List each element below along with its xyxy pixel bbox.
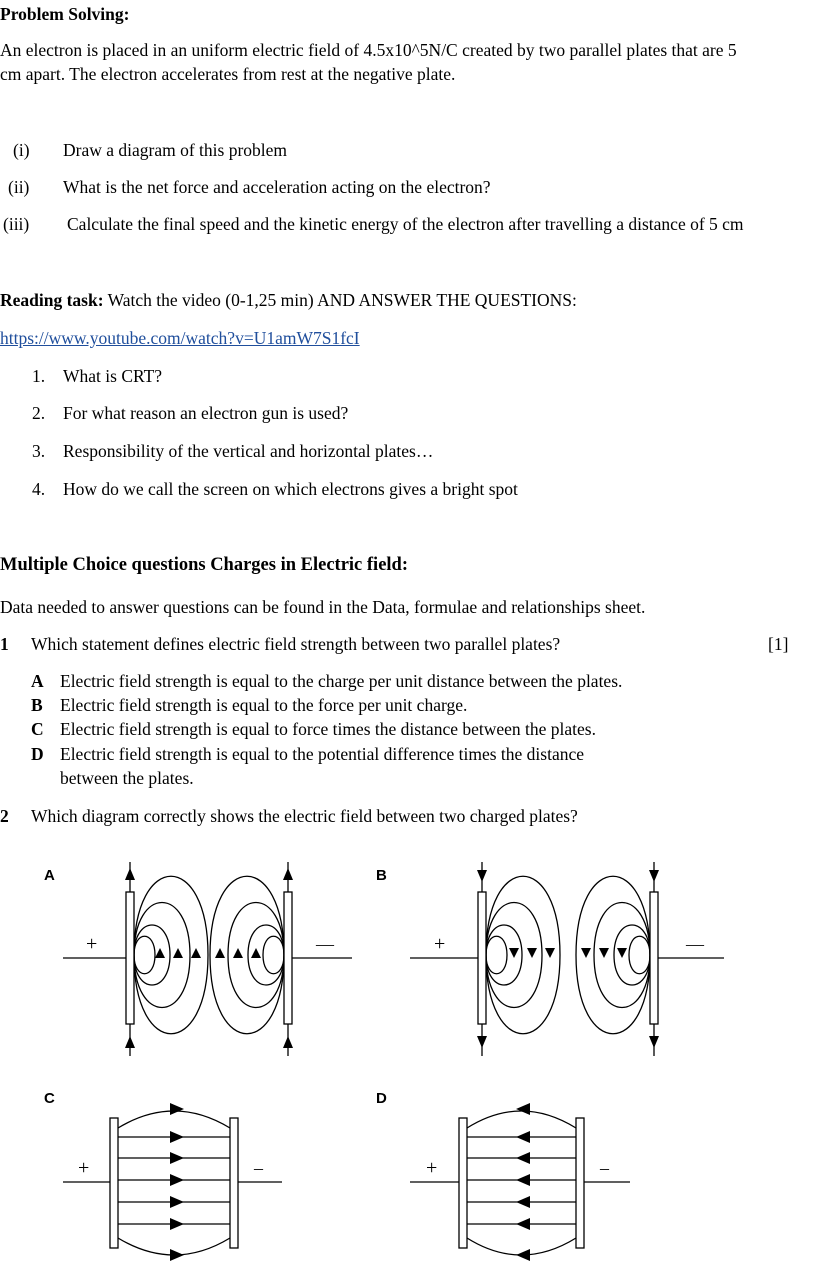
mcq-data-note: Data needed to answer questions can be found in the Data, formulae and relationships sheet. — [0, 597, 646, 617]
diagram-a-plus: + — [86, 933, 98, 955]
diagram-c-minus: – — [254, 1158, 263, 1178]
diagram-b-plus: + — [434, 933, 446, 955]
reading-question-4-text: How do we call the screen on which electrons gives a bright spot — [63, 479, 518, 499]
reading-question-1-number: 1. — [32, 366, 46, 386]
q1-marks: [1] — [768, 634, 789, 654]
problem-intro-line1: An electron is placed in an uniform electric field of 4.5x10^5N/C created by two parallel plates that are 5 — [0, 40, 737, 60]
reading-task-label: Reading task: — [0, 290, 104, 310]
diagram-c-arrows — [170, 1103, 184, 1261]
q1-option-c-letter: C — [31, 719, 44, 739]
problem-item-2-number: (ii) — [8, 177, 30, 197]
reading-task-text: Watch the video (0-1,25 min) AND ANSWER THE QUESTIONS: — [103, 290, 577, 310]
diagram-a — [63, 862, 352, 1056]
diagram-b-label: B — [376, 867, 387, 884]
q1-option-d-continuation: between the plates. — [60, 768, 194, 788]
reading-question-1-text: What is CRT? — [63, 366, 163, 386]
reading-question-4-number: 4. — [32, 479, 46, 499]
diagram-c-label: C — [44, 1090, 55, 1107]
diagram-a-label: A — [44, 867, 55, 884]
diagram-d — [410, 1111, 630, 1255]
q1-option-c-text: Electric field strength is equal to force times the distance between the plates. — [60, 719, 596, 739]
diagram-b — [410, 862, 724, 1056]
problem-item-1-number: (i) — [13, 140, 30, 160]
problem-item-3-number: (iii) — [3, 214, 30, 234]
q1-option-b-text: Electric field strength is equal to the force per unit charge. — [60, 695, 468, 715]
reading-question-2-text: For what reason an electron gun is used? — [63, 403, 349, 423]
reading-question-3-number: 3. — [32, 441, 46, 461]
q2-text: Which diagram correctly shows the electric field between two charged plates? — [31, 806, 578, 826]
diagram-c-plus: + — [78, 1157, 90, 1179]
q1-option-d-letter: D — [31, 744, 44, 764]
diagram-d-minus: – — [600, 1158, 609, 1178]
problem-item-2-text: What is the net force and acceleration acting on the electron? — [63, 177, 491, 197]
problem-item-3-text: Calculate the final speed and the kinetic energy of the electron after travelling a distance of 5 cm — [67, 214, 744, 234]
diagram-b-minus: — — [686, 934, 704, 954]
diagram-d-plus: + — [426, 1157, 438, 1179]
diagram-d-arrows — [516, 1103, 530, 1261]
q1-number: 1 — [0, 634, 9, 654]
diagram-b-arrows — [477, 870, 659, 1048]
video-link[interactable]: https://www.youtube.com/watch?v=U1amW7S1fcI — [0, 328, 360, 348]
mcq-heading: Multiple Choice questions Charges in Electric field: — [0, 555, 408, 575]
diagram-d-label: D — [376, 1090, 387, 1107]
q1-option-d-text: Electric field strength is equal to the potential difference times the distance — [60, 744, 585, 764]
q1-text: Which statement defines electric field strength between two parallel plates? — [31, 634, 561, 654]
q1-option-a-text: Electric field strength is equal to the charge per unit distance between the plates. — [60, 671, 623, 691]
q2-number: 2 — [0, 806, 9, 826]
q1-option-a-letter: A — [31, 671, 44, 691]
problem-item-1-text: Draw a diagram of this problem — [63, 140, 288, 160]
diagram-a-minus: — — [316, 934, 334, 954]
reading-question-2-number: 2. — [32, 403, 46, 423]
reading-question-3-text: Responsibility of the vertical and horizontal plates… — [63, 441, 434, 461]
q1-option-b-letter: B — [31, 695, 43, 715]
problem-intro-line2: cm apart. The electron accelerates from rest at the negative plate. — [0, 64, 456, 84]
problem-heading: Problem Solving: — [0, 4, 130, 24]
